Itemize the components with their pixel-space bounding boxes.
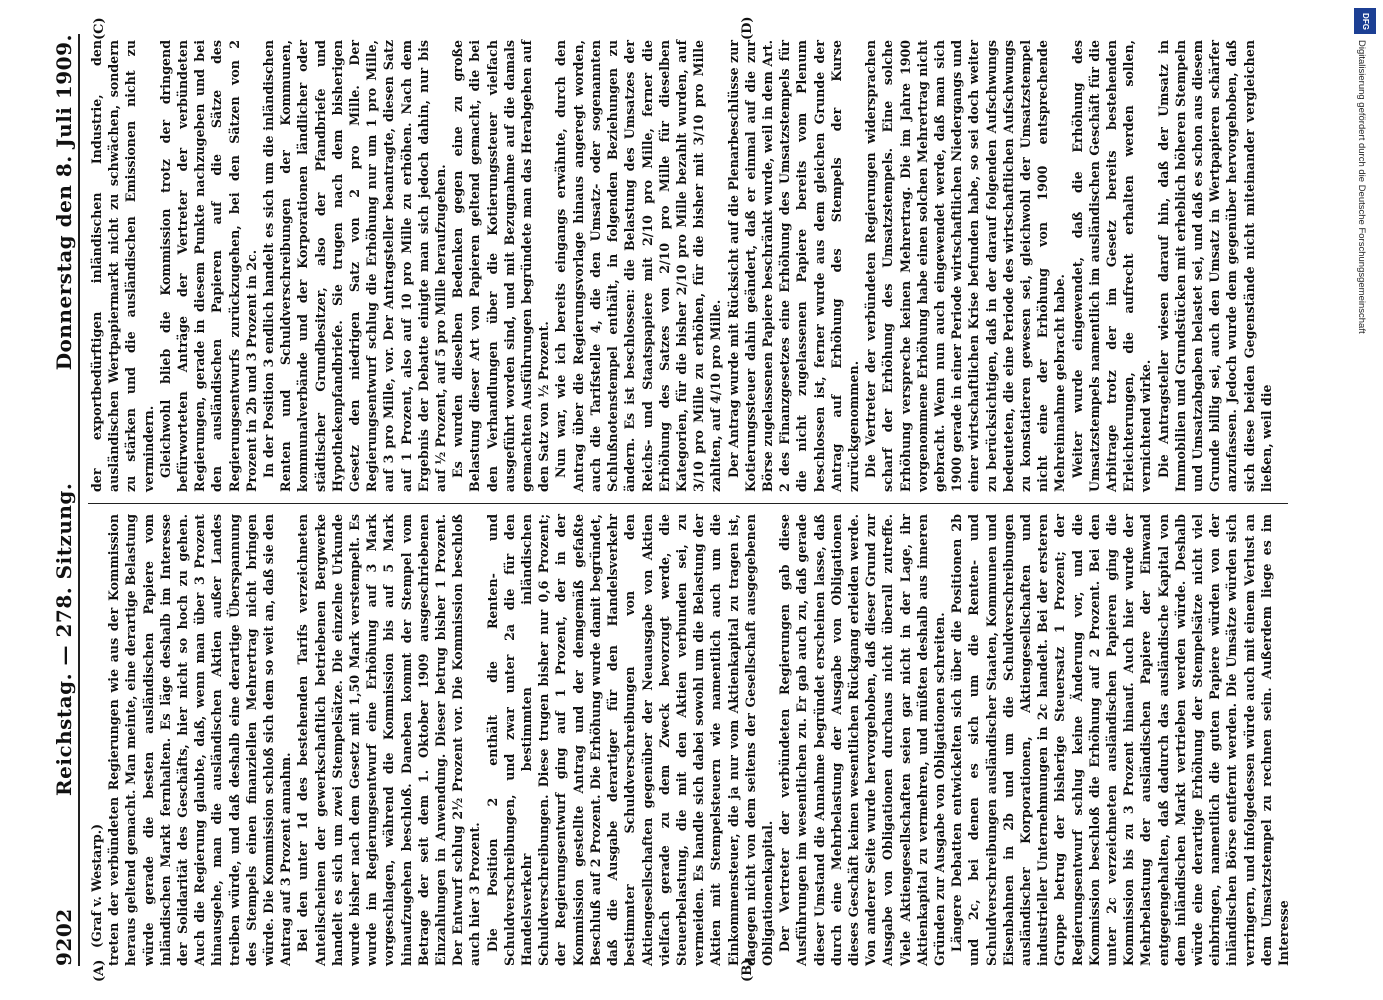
- dfg-logo-text: DFG: [1360, 12, 1370, 30]
- speaker-note: (Graf v. Westarp.): [89, 823, 104, 948]
- margin-mark-c: (C): [92, 17, 107, 40]
- digitization-note-text: Digitalisierung gefördert durch die Deutsche Forschungsgemeinschaft: [1356, 40, 1367, 334]
- column-divider: [88, 503, 1288, 504]
- paragraph: Die Antragsteller wiesen darauf hin, daß der Umsatz in Immobilien und Grundstücken mit erheblich höheren Stempeln und Umsatzabgaben belastet sei, und daß es schon aus diesem Grunde billig sei, auch den Umsatz in Wertpapieren schärfer anzufassen. Jedoch wurde dem gegenüber hervorgehoben, daß sich diese beiden Gegenstände nicht miteinander vergleichen ließen, weil die: [1155, 40, 1274, 492]
- left-text-column: [88, 514, 1292, 966]
- paragraph: treten der verbündeten Regierungen wie aus der Kommission heraus geltend gemacht. Man meinte, eine derartige Belastung würde gerade die besten ausländischen Papiere vom inländischen Markt fernhalten. Es läge deshalb im Interesse der Solidarität des Geschäfts, hier nicht so hoch zu gehen. Auch die Regierung glaubte, daß, wenn man über 3 Prozent hinausgehe, man die ausländischen Aktien außer Landes treiben würde, und daß deshalb eine derartige Überspannung des Stempels einen finanziellen Mehrertrag nicht bringen würde. Die Kommission schloß sich dem so weit an, daß sie den Antrag auf 3 Prozent annahm.: [106, 514, 294, 966]
- page-number: 9202: [52, 908, 76, 966]
- paragraph: Der Vertreter der verbündeten Regierungen gab diese Ausführungen im wesentlichen zu. Er gab auch zu, daß gerade dieser Umstand die Annahme begründet erscheinen lasse, daß durch eine Mehrbelastung der Ausgabe von Obligationen dieses Geschäft keinen wesentlichen Rückgang erleiden werde. Von anderer Seite wurde hervorgehoben, daß dieser Grund zur Ausgabe von Obligationen durchaus nicht überall zutreffe. Viele Aktiengesellschaften seien gar nicht in der Lage, ihr Aktienkapital zu vermehren, und müßten deshalb aus inneren Gründen zur Ausgabe von Obligationen schreiten.: [777, 514, 947, 966]
- digitization-note: [1353, 40, 1369, 740]
- header-rule: [78, 34, 80, 966]
- margin-mark-a: (A): [92, 959, 107, 982]
- paragraph: Bei den unter 1d des bestehenden Tarifs verzeichneten Anteilscheinen der gewerkschaftlich betriebenen Bergwerke handelt es sich um zwei Stempelsätze. Die einzelne Urkunde wurde bisher nach dem Gesetz mit 1,50 Mark verstempelt. Es wurde im Regierungsentwurf eine Erhöhung auf 3 Mark vorgeschlagen, während die Kommission bis auf 5 Mark hinaufzugehen beschloß. Daneben kommt der Stempel vom Betrage der seit dem 1. Oktober 1909 ausgeschriebenen Einzahlungen in Anwendung. Dieser betrug bisher 1 Prozent. Der Entwurf schlug 2½ Prozent vor. Die Kommission beschloß auch hier 3 Prozent.: [295, 514, 483, 966]
- paragraph: Nun war, wie ich bereits eingangs erwähnte, durch den Antrag über die Regierungsvorlage hinaus angeregt worden, auch die Tarifstelle 4, die den Umsatz- oder sogenannten Schlußnotenstempel enthält, in folgenden Beziehungen zu ändern. Es ist beschlossen: die Belastung des Umsatzes der Reichs- und Staatspapiere mit 2/10 pro Mille, ferner die Erhöhung des Satzes von 2/10 pro Mille für dieselben Kategorien, für die bisher 2/10 pro Mille bezahlt wurden, auf 3/10 pro Mille zu erhöhen, für die bisher mit 3/10 pro Mille zahlten, auf 4/10 pro Mille.: [553, 40, 724, 492]
- paragraph: Weiter wurde eingewendet, daß die Erhöhung des Umsatzstempels namentlich im ausländischen Geschäft für die Arbitrage trotz der im Gesetz bereits bestehenden Erleichterungen, die aufrecht erhalten werden sollen, vernichtend wirke.: [1069, 40, 1154, 492]
- margin-mark-d: (D): [740, 16, 755, 40]
- page-header: [42, 34, 76, 966]
- paragraph: Gleichwohl blieb die Kommission trotz der dringend befürworteten Anträge der Vertreter der verbündeten Regierungen, gerade in diesem Punkte nachzugeben und bei den ausländischen Papieren auf die Sätze des Regierungsentwurfs zurückzugehen, bei den Sätzen von 2 Prozent in 2b und 3 Prozent in 2c.: [157, 40, 259, 492]
- paragraph: Es wurden dieselben Bedenken gegen eine zu große Belastung dieser Art von Papieren geltend gemacht, die bei den Verhandlungen über die Kotierungssteuer vielfach ausgeführt worden sind, und mit Bezugnahme auf die damals gemachten Ausführungen begründete man das Herabgehen auf den Satz von ½ Prozent.: [450, 40, 552, 492]
- right-text-column: [88, 40, 1288, 492]
- paragraph: Der Antrag wurde mit Rücksicht auf die Plenarbeschlüsse zur Kotierungssteuer dahin geändert, daß er einmal auf die zur Börse zugelassenen Papiere beschränkt wurde, weil in dem Art. 2 des Finanzgesetzes eine Erhöhung des Umsatzstempels für die nicht zugelassenen Papiere bereits vom Plenum beschlossen ist, ferner wurde aus dem gleichen Grunde der Antrag auf Erhöhung des Stempels der Kurse zurückgenommen.: [725, 40, 861, 492]
- paragraph: der exportbedürftigen inländischen Industrie, den ausländischen Wertpapiermarkt nicht zu schwächen, sondern zu stärken und die ausländischen Emissionen nicht zu vermindern.: [89, 40, 156, 492]
- margin-mark-b: (B): [740, 958, 755, 982]
- dfg-logo: [1354, 8, 1376, 34]
- rotated-page: [40, 16, 1340, 982]
- paragraph: In der Position 3 endlich handelt es sich um die inländischen Renten und Schuldverschreibungen der Kommunen, kommunalverbände und der Korporationen ländlicher oder städtischer Grundbesitzer, also der Pfandbriefe und Hypothekenpfandbriefe. Sie trugen nach dem bisherigen Gesetz den niedrigen Satz von 2 pro Mille. Der Regierungsentwurf schlug die Erhöhung nur um 1 pro Mille, auf 3 pro Mille, vor. Der Antragsteller beantragte, diesen Satz auf 1 Prozent, also auf 10 pro Mille zu erhöhen. Nach dem Ergebnis der Debatte einigte man sich jedoch dahin, nur bis auf ½ Prozent, auf 5 pro Mille heraufzugehen.: [261, 40, 449, 492]
- paragraph: Die Position 2 enthält die Renten- und Schuldverschreibungen, und zwar unter 2a die für den Handelsverkehr bestimmten inländischen Schuldverschreibungen. Diese trugen bisher nur 0,6 Prozent; der Regierungsentwurf ging auf 1 Prozent, der in der Kommission gestellte Antrag und der demgemäß gefaßte Beschluß auf 2 Prozent. Die Erhöhung wurde damit begründet, daß die Ausgabe derartiger für den Handelsverkehr bestimmter Schuldverschreibungen von den Aktiengesellschaften gegenüber der Neuausgabe von Aktien vielfach gerade zu dem Zweck bevorzugt werde, die Steuerbelastung, die mit den Aktien verbunden sei, zu vermeiden. Es handle sich dabei sowohl um die Belastung der Aktien mit Stempelsteuern wie namentlich auch um die Einkommensteuer, die ja nur vom Aktienkapital zu tragen ist, dagegen nicht von dem seitens der Gesellschaft ausgegebenen Obligationenkapital.: [484, 514, 775, 966]
- left-running-title: Reichstag. — 278. Sitzung.: [52, 482, 76, 796]
- right-running-title: Donnerstag den 8. Juli 1909.: [52, 34, 76, 371]
- paragraph: Längere Debatten entwickelten sich über die Positionen 2b und 2c, bei denen es sich um die Renten- und Schuldverschreibungen ausländischer Staaten, Kommunen und Eisenbahnen in 2b und um die Schuldverschreibungen ausländischer Korporationen, Aktiengesellschaften und industrieller Unternehmungen in 2c handelt. Bei der ersteren Gruppe betrug der bisherige Steuersatz 1 Prozent; der Regierungsentwurf schlug keine Änderung vor, und die Kommission beschloß die Erhöhung auf 2 Prozent. Bei den unter 2c verzeichneten ausländischen Papieren ging die Kommission bis zu 3 Prozent hinauf. Auch hier wurde der Mehrbelastung der ausländischen Papiere der Einwand entgegengehalten, daß dadurch das ausländische Kapital von dem inländischen Markt vertrieben werden würde. Deshalb würde eine derartige Erhöhung der Stempelsätze nicht viel einbringen, namentlich die guten Papiere würden von der inländischen Börse entfernt werden. Die Umsätze würden sich verringern, und infolgedessen würde auch mit einem Verlust an dem Umsatzstempel zu rechnen sein. Außerdem liege es im Interesse: [949, 514, 1292, 966]
- paragraph: Die Vertreter der verbündeten Regierungen widersprachen scharf der Erhöhung des Umsatzstempels. Eine solche Erhöhung verspreche keinen Mehrertrag. Die im Jahre 1900 vorgenommene Erhöhung habe einen solchen Mehrertrag nicht gebracht. Wenn nun auch eingewendet werde, daß man sich 1900 gerade in einer Periode wirtschaftlichen Niedergangs und einer wirtschaftlichen Krise befunden habe, so sei doch weiter zu berücksichtigen, daß in der darauf folgenden Aufschwungs bedeuteten, die eine Periode des wirtschaftlichen Aufschwungs zu konstatieren gewesen sei, gleichwohl der Umsatzstempel nicht eine der Erhöhung von 1900 entsprechende Mehreinnahme gebracht habe.: [863, 40, 1068, 492]
